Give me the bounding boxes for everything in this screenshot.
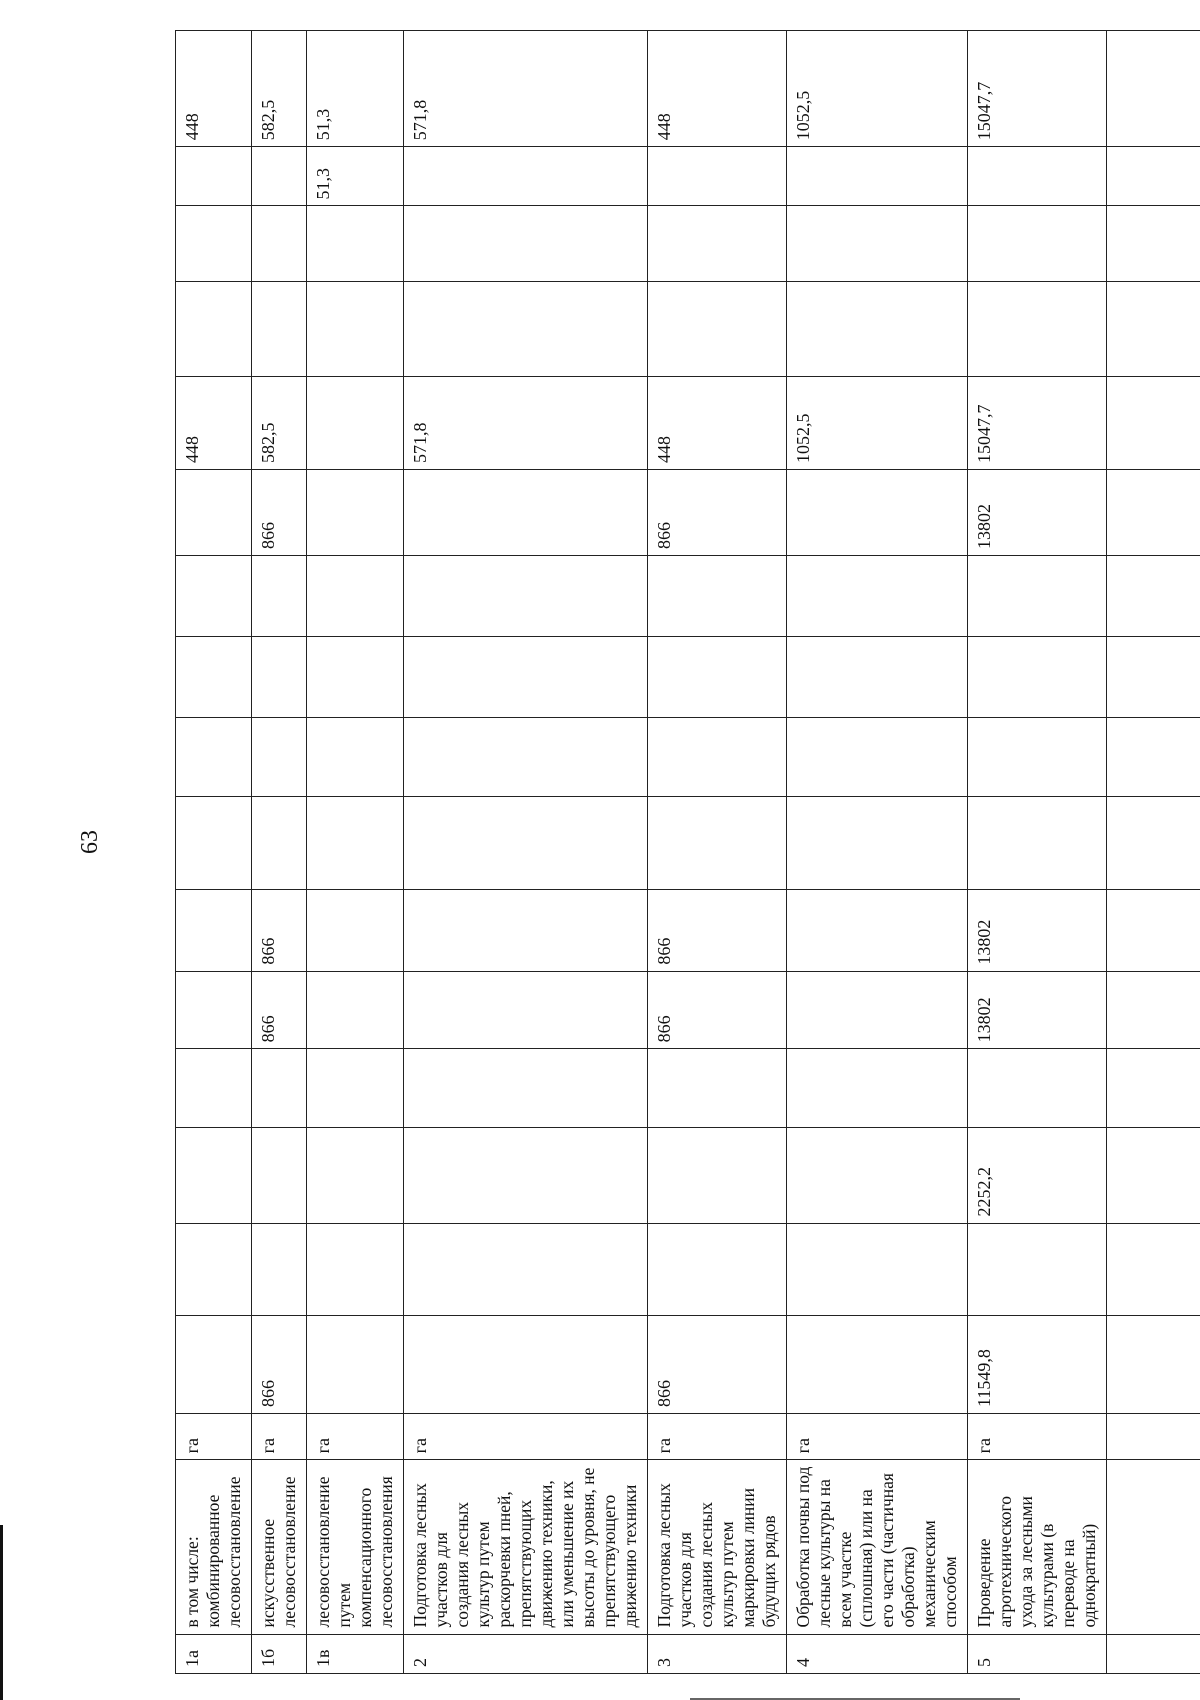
unit: га [252, 1413, 307, 1459]
value-cell [404, 637, 648, 718]
value-cell [176, 718, 252, 797]
value-cell [787, 555, 968, 636]
value-cell [404, 1128, 648, 1223]
value-cell: 866 [252, 890, 307, 971]
row-number [1107, 1634, 1200, 1673]
value-cell [1107, 637, 1200, 718]
activity-name: в том числе: комбинированное лесовосстановление [176, 1460, 252, 1634]
value-cell [1107, 1223, 1200, 1316]
value-cell [307, 470, 404, 556]
value-cell: 866 [648, 971, 787, 1049]
activity-name: искусственное лесовосстановление [252, 1460, 307, 1634]
value-cell [1107, 555, 1200, 636]
value-cell [787, 206, 968, 281]
scan-edge-mark [0, 1525, 3, 1700]
value-cell [252, 555, 307, 636]
value-cell [307, 637, 404, 718]
value-cell [176, 1223, 252, 1316]
value-cell [404, 147, 648, 206]
value-cell: 15047,7 [968, 31, 1107, 147]
rotated-table-container [175, 30, 1200, 1674]
value-cell: 866 [648, 890, 787, 971]
value-cell [787, 470, 968, 556]
value-cell [307, 1128, 404, 1223]
value-cell [252, 1223, 307, 1316]
value-cell: 866 [252, 470, 307, 556]
value-cell [787, 1223, 968, 1316]
value-cell [787, 281, 968, 376]
table-row [968, 31, 1107, 1674]
value-cell [307, 206, 404, 281]
value-cell [307, 1316, 404, 1414]
value-cell [787, 971, 968, 1049]
value-cell [1107, 718, 1200, 797]
activity-name [1107, 1460, 1200, 1634]
value-cell [968, 281, 1107, 376]
table-row [1107, 31, 1200, 1674]
row-number: 1а [176, 1634, 252, 1673]
value-cell: 11549,8 [968, 1316, 1107, 1414]
value-cell [787, 1128, 968, 1223]
unit [1107, 1413, 1200, 1459]
value-cell: 571,8 [404, 31, 648, 147]
forest-restoration-table [175, 30, 1200, 1674]
value-cell: 51,3 [307, 31, 404, 147]
value-cell [787, 637, 968, 718]
unit: га [787, 1413, 968, 1459]
value-cell: 866 [252, 1316, 307, 1414]
value-cell [176, 1316, 252, 1414]
value-cell [404, 797, 648, 890]
value-cell [404, 971, 648, 1049]
value-cell [1107, 281, 1200, 376]
value-cell [1107, 1316, 1200, 1414]
value-cell: 448 [176, 31, 252, 147]
value-cell [648, 147, 787, 206]
value-cell: 1052,5 [787, 377, 968, 470]
value-cell [307, 377, 404, 470]
value-cell [252, 1128, 307, 1223]
value-cell [968, 1049, 1107, 1128]
value-cell [648, 281, 787, 376]
value-cell: 13802 [968, 470, 1107, 556]
value-cell [307, 971, 404, 1049]
value-cell [176, 470, 252, 556]
value-cell: 1052,5 [787, 31, 968, 147]
value-cell [307, 281, 404, 376]
value-cell [1107, 470, 1200, 556]
value-cell: 51,3 [307, 147, 404, 206]
value-cell: 13802 [968, 971, 1107, 1049]
value-cell [968, 555, 1107, 636]
value-cell [176, 1049, 252, 1128]
value-cell [176, 281, 252, 376]
value-cell [968, 718, 1107, 797]
row-number: 1в [307, 1634, 404, 1673]
value-cell [1107, 971, 1200, 1049]
value-cell [307, 718, 404, 797]
value-cell [1107, 206, 1200, 281]
value-cell [787, 147, 968, 206]
table-row [176, 31, 252, 1674]
value-cell [1107, 1049, 1200, 1128]
value-cell [1107, 890, 1200, 971]
unit: га [404, 1413, 648, 1459]
value-cell [404, 1049, 648, 1128]
table-row [648, 31, 787, 1674]
value-cell [252, 718, 307, 797]
value-cell [968, 1223, 1107, 1316]
value-cell [404, 281, 648, 376]
value-cell [176, 206, 252, 281]
value-cell [968, 147, 1107, 206]
value-cell [176, 797, 252, 890]
value-cell [968, 797, 1107, 890]
value-cell [404, 1316, 648, 1414]
value-cell: 866 [648, 470, 787, 556]
activity-name: Проведение агротехнического ухода за лесными культурами (в переводе на однократный) [968, 1460, 1107, 1634]
value-cell [307, 797, 404, 890]
value-cell [404, 1223, 648, 1316]
value-cell [648, 718, 787, 797]
value-cell [968, 206, 1107, 281]
activity-name: Подготовка лесных участков для создания лесных культур путем раскорчевки пней, препятствующих движению техники, или уменьшение их высоты до уровня, не препятствующего движению техники [404, 1460, 648, 1634]
value-cell [404, 206, 648, 281]
page-number: 63 [77, 830, 103, 854]
value-cell [307, 555, 404, 636]
value-cell [252, 797, 307, 890]
value-cell [1107, 797, 1200, 890]
value-cell [176, 555, 252, 636]
row-number: 3 [648, 1634, 787, 1673]
value-cell [176, 1128, 252, 1223]
value-cell [787, 797, 968, 890]
value-cell [176, 890, 252, 971]
row-number: 5 [968, 1634, 1107, 1673]
unit: га [307, 1413, 404, 1459]
value-cell [648, 555, 787, 636]
value-cell [648, 1223, 787, 1316]
value-cell [648, 797, 787, 890]
value-cell [252, 206, 307, 281]
row-number: 4 [787, 1634, 968, 1673]
value-cell [252, 1049, 307, 1128]
value-cell: 448 [176, 377, 252, 470]
value-cell: 582,5 [252, 31, 307, 147]
value-cell: 13802 [968, 890, 1107, 971]
unit: га [968, 1413, 1107, 1459]
value-cell [307, 890, 404, 971]
value-cell: 2252,2 [968, 1128, 1107, 1223]
table-row [307, 31, 404, 1674]
value-cell [252, 147, 307, 206]
activity-name: Подготовка лесных участков для создания лесных культур путем маркировки линии будущих рядов [648, 1460, 787, 1634]
value-cell [787, 1316, 968, 1414]
value-cell [307, 1223, 404, 1316]
value-cell [176, 147, 252, 206]
value-cell [787, 890, 968, 971]
value-cell [648, 637, 787, 718]
activity-name: лесовосстановление путем компенсационного лесовосстановления [307, 1460, 404, 1634]
value-cell [648, 1049, 787, 1128]
value-cell [648, 1128, 787, 1223]
value-cell [787, 718, 968, 797]
value-cell: 448 [648, 31, 787, 147]
value-cell: 448 [648, 377, 787, 470]
value-cell [176, 971, 252, 1049]
value-cell: 866 [648, 1316, 787, 1414]
activity-name: Обработка почвы под лесные культуры на всем участке (сплошная) или на его части (частичная обработка) механическим способом [787, 1460, 968, 1634]
value-cell [1107, 377, 1200, 470]
value-cell [404, 718, 648, 797]
value-cell [176, 637, 252, 718]
value-cell: 866 [252, 971, 307, 1049]
table-row [787, 31, 968, 1674]
unit: га [176, 1413, 252, 1459]
table-frame [175, 30, 1200, 1674]
value-cell: 15047,7 [968, 377, 1107, 470]
row-number: 2 [404, 1634, 648, 1673]
value-cell [404, 890, 648, 971]
row-number: 1б [252, 1634, 307, 1673]
value-cell [968, 637, 1107, 718]
value-cell [1107, 147, 1200, 206]
value-cell: 571,8 [404, 377, 648, 470]
value-cell [1107, 1128, 1200, 1223]
value-cell [404, 555, 648, 636]
value-cell [404, 470, 648, 556]
value-cell [252, 281, 307, 376]
table-row [404, 31, 648, 1674]
value-cell: 582,5 [252, 377, 307, 470]
value-cell [1107, 31, 1200, 147]
value-cell [307, 1049, 404, 1128]
value-cell [648, 206, 787, 281]
table-row [252, 31, 307, 1674]
value-cell [252, 637, 307, 718]
unit: га [648, 1413, 787, 1459]
value-cell [787, 1049, 968, 1128]
